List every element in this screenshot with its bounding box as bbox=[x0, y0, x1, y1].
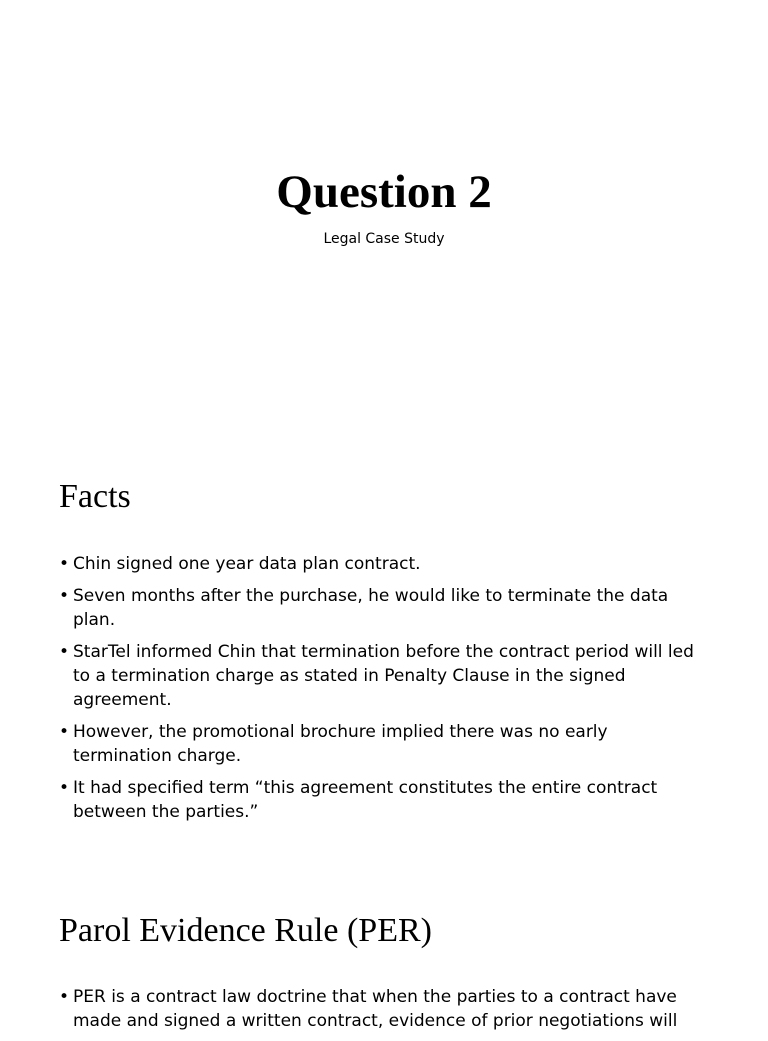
list-item bbox=[59, 985, 709, 1033]
bullet-text: Chin signed one year data plan contract. bbox=[73, 554, 421, 574]
bullet-icon: • bbox=[59, 554, 70, 574]
list-item bbox=[59, 776, 709, 824]
list-item bbox=[59, 552, 709, 576]
facts-heading: Facts bbox=[59, 478, 131, 515]
bullet-text: Seven months after the purchase, he would like to terminate the data plan. bbox=[73, 586, 669, 630]
list-item bbox=[59, 584, 709, 632]
per-bullet-list bbox=[59, 985, 709, 1041]
slide-title-heading: Question 2 bbox=[276, 166, 492, 218]
per-heading: Parol Evidence Rule (PER) bbox=[59, 912, 432, 949]
bullet-icon: • bbox=[59, 722, 70, 742]
bullet-icon: • bbox=[59, 778, 70, 798]
bullet-icon: • bbox=[59, 642, 70, 662]
slide-title bbox=[0, 0, 768, 432]
bullet-text: It had specified term “this agreement constitutes the entire contract between the parties.” bbox=[73, 778, 658, 822]
slide-parol-evidence-rule bbox=[0, 864, 768, 1031]
slide-facts bbox=[0, 432, 768, 864]
bullet-icon: • bbox=[59, 987, 70, 1007]
list-item bbox=[59, 640, 709, 712]
bullet-icon: • bbox=[59, 586, 70, 606]
facts-bullet-list bbox=[59, 552, 709, 832]
slide-subtitle: Legal Case Study bbox=[323, 231, 445, 247]
bullet-text: StarTel informed Chin that termination before the contract period will led to a termination charge as stated in Penalty Clause in the signed agreement. bbox=[73, 642, 694, 710]
list-item bbox=[59, 720, 709, 768]
bullet-text: PER is a contract law doctrine that when the parties to a contract have made and signed a written contract, evidence of prior negotiations will bbox=[73, 987, 678, 1031]
bullet-text: However, the promotional brochure implied there was no early termination charge. bbox=[73, 722, 608, 766]
